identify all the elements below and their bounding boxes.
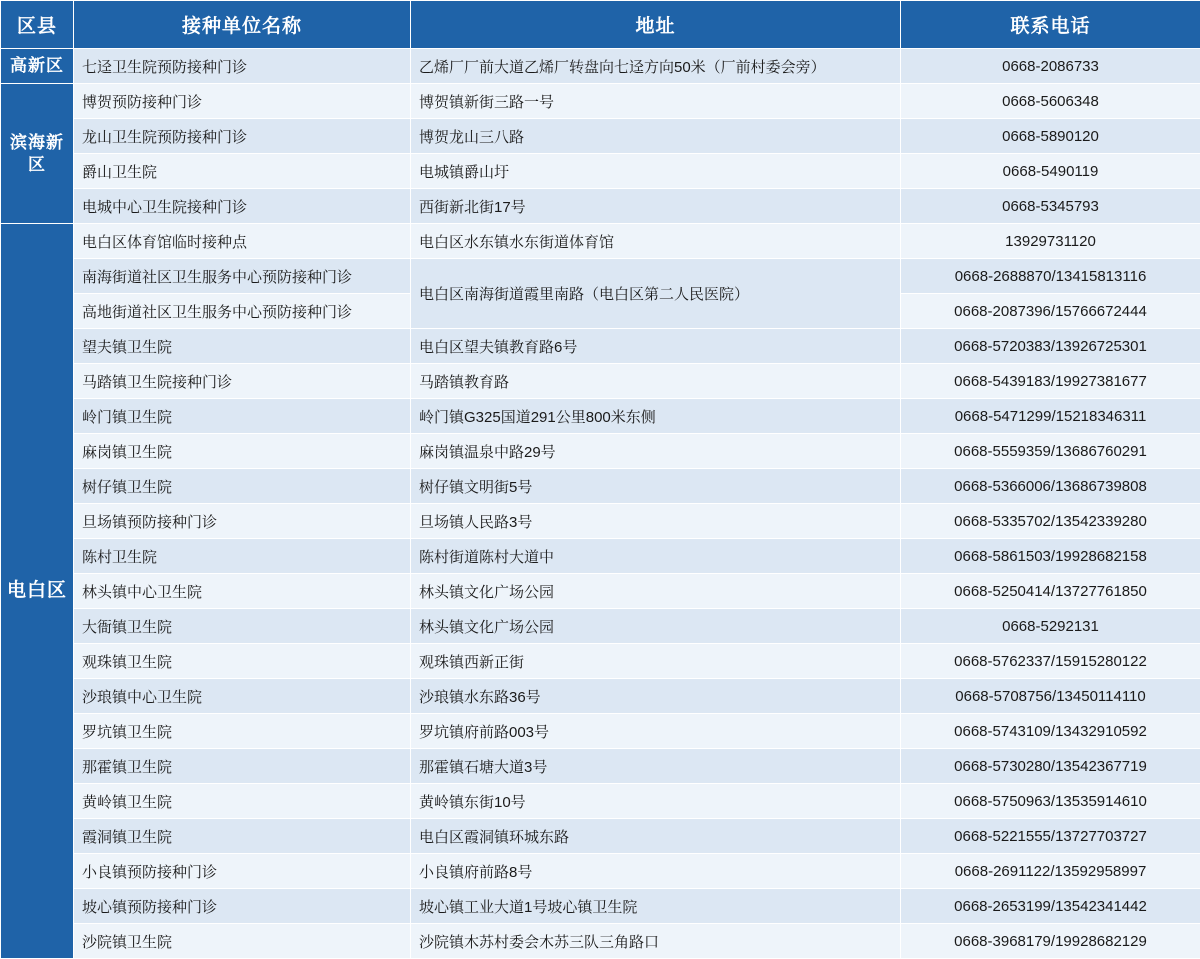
- phone-cell: 0668-5559359/13686760291: [901, 434, 1200, 469]
- address-cell: 博贺镇新街三路一号: [411, 84, 901, 119]
- table-header-row: [1, 1, 1200, 49]
- table-row: [1, 889, 1200, 924]
- table-row: [1, 119, 1200, 154]
- unit-name-cell: 电白区体育馆临时接种点: [74, 224, 411, 259]
- unit-name-cell: 七迳卫生院预防接种门诊: [74, 49, 411, 84]
- phone-cell: 0668-5221555/13727703727: [901, 819, 1200, 854]
- address-cell: 西街新北街17号: [411, 189, 901, 224]
- phone-cell: 0668-5861503/19928682158: [901, 539, 1200, 574]
- phone-cell: 0668-5743109/13432910592: [901, 714, 1200, 749]
- address-cell: 电城镇爵山圩: [411, 154, 901, 189]
- column-header-address: 地址: [411, 1, 901, 49]
- table-row: [1, 609, 1200, 644]
- table-row: [1, 749, 1200, 784]
- unit-name-cell: 罗坑镇卫生院: [74, 714, 411, 749]
- address-cell: 坡心镇工业大道1号坡心镇卫生院: [411, 889, 901, 924]
- table-row: [1, 644, 1200, 679]
- phone-cell: 0668-5471299/15218346311: [901, 399, 1200, 434]
- address-cell: 林头镇文化广场公园: [411, 609, 901, 644]
- unit-name-cell: 南海街道社区卫生服务中心预防接种门诊: [74, 259, 411, 294]
- phone-cell: 0668-5345793: [901, 189, 1200, 224]
- unit-name-cell: 树仔镇卫生院: [74, 469, 411, 504]
- phone-cell: 0668-2087396/15766672444: [901, 294, 1200, 329]
- phone-cell: 0668-5292131: [901, 609, 1200, 644]
- table-row: [1, 84, 1200, 119]
- table-row: [1, 679, 1200, 714]
- address-cell: 旦场镇人民路3号: [411, 504, 901, 539]
- address-cell: 沙院镇木苏村委会木苏三队三角路口: [411, 924, 901, 959]
- table-row: [1, 224, 1200, 259]
- phone-cell: 0668-5890120: [901, 119, 1200, 154]
- phone-cell: 0668-2688870/13415813116: [901, 259, 1200, 294]
- address-cell: 那霍镇石塘大道3号: [411, 749, 901, 784]
- unit-name-cell: 岭门镇卫生院: [74, 399, 411, 434]
- phone-cell: 0668-5366006/13686739808: [901, 469, 1200, 504]
- table-row: [1, 819, 1200, 854]
- address-cell: 岭门镇G325国道291公里800米东侧: [411, 399, 901, 434]
- column-header-phone: 联系电话: [901, 1, 1200, 49]
- table-row: [1, 259, 1200, 294]
- phone-cell: 0668-2691122/13592958997: [901, 854, 1200, 889]
- table-row: [1, 854, 1200, 889]
- unit-name-cell: 林头镇中心卫生院: [74, 574, 411, 609]
- unit-name-cell: 博贺预防接种门诊: [74, 84, 411, 119]
- unit-name-cell: 小良镇预防接种门诊: [74, 854, 411, 889]
- region-cell: 电白区: [1, 224, 74, 959]
- address-cell: 陈村街道陈村大道中: [411, 539, 901, 574]
- address-cell: 乙烯厂厂前大道乙烯厂转盘向七迳方向50米（厂前村委会旁）: [411, 49, 901, 84]
- unit-name-cell: 黄岭镇卫生院: [74, 784, 411, 819]
- unit-name-cell: 旦场镇预防接种门诊: [74, 504, 411, 539]
- unit-name-cell: 望夫镇卫生院: [74, 329, 411, 364]
- table-row: [1, 504, 1200, 539]
- unit-name-cell: 大衙镇卫生院: [74, 609, 411, 644]
- phone-cell: 0668-5708756/13450114110: [901, 679, 1200, 714]
- table-header: [1, 1, 1200, 49]
- phone-cell: 0668-3968179/19928682129: [901, 924, 1200, 959]
- unit-name-cell: 观珠镇卫生院: [74, 644, 411, 679]
- unit-name-cell: 电城中心卫生院接种门诊: [74, 189, 411, 224]
- address-cell: 观珠镇西新正街: [411, 644, 901, 679]
- phone-cell: 0668-5762337/15915280122: [901, 644, 1200, 679]
- unit-name-cell: 那霍镇卫生院: [74, 749, 411, 784]
- address-cell: 罗坑镇府前路003号: [411, 714, 901, 749]
- unit-name-cell: 坡心镇预防接种门诊: [74, 889, 411, 924]
- phone-cell: 13929731120: [901, 224, 1200, 259]
- phone-cell: 0668-2653199/13542341442: [901, 889, 1200, 924]
- address-cell: 电白区水东镇水东街道体育馆: [411, 224, 901, 259]
- region-cell: 高新区: [1, 49, 74, 84]
- table-row: [1, 539, 1200, 574]
- address-cell: 电白区望夫镇教育路6号: [411, 329, 901, 364]
- table-row: [1, 154, 1200, 189]
- phone-cell: 0668-5606348: [901, 84, 1200, 119]
- column-header-unit-name: 接种单位名称: [74, 1, 411, 49]
- phone-cell: 0668-5720383/13926725301: [901, 329, 1200, 364]
- column-header-region: 区县: [1, 1, 74, 49]
- unit-name-cell: 沙琅镇中心卫生院: [74, 679, 411, 714]
- phone-cell: 0668-2086733: [901, 49, 1200, 84]
- table-body: [1, 49, 1200, 959]
- phone-cell: 0668-5439183/19927381677: [901, 364, 1200, 399]
- address-cell: 电白区南海街道霞里南路（电白区第二人民医院）: [411, 259, 901, 329]
- table-row: [1, 469, 1200, 504]
- address-cell: 马踏镇教育路: [411, 364, 901, 399]
- table-row: [1, 399, 1200, 434]
- unit-name-cell: 高地街道社区卫生服务中心预防接种门诊: [74, 294, 411, 329]
- phone-cell: 0668-5750963/13535914610: [901, 784, 1200, 819]
- unit-name-cell: 马踏镇卫生院接种门诊: [74, 364, 411, 399]
- unit-name-cell: 沙院镇卫生院: [74, 924, 411, 959]
- address-cell: 小良镇府前路8号: [411, 854, 901, 889]
- phone-cell: 0668-5730280/13542367719: [901, 749, 1200, 784]
- table-row: [1, 189, 1200, 224]
- unit-name-cell: 爵山卫生院: [74, 154, 411, 189]
- unit-name-cell: 麻岗镇卫生院: [74, 434, 411, 469]
- unit-name-cell: 霞洞镇卫生院: [74, 819, 411, 854]
- table-row: [1, 574, 1200, 609]
- phone-cell: 0668-5335702/13542339280: [901, 504, 1200, 539]
- table-row: [1, 434, 1200, 469]
- address-cell: 林头镇文化广场公园: [411, 574, 901, 609]
- phone-cell: 0668-5250414/13727761850: [901, 574, 1200, 609]
- address-cell: 博贺龙山三八路: [411, 119, 901, 154]
- phone-cell: 0668-5490119: [901, 154, 1200, 189]
- table-row: [1, 714, 1200, 749]
- address-cell: 沙琅镇水东路36号: [411, 679, 901, 714]
- unit-name-cell: 龙山卫生院预防接种门诊: [74, 119, 411, 154]
- table-row: [1, 329, 1200, 364]
- table-row: [1, 924, 1200, 959]
- unit-name-cell: 陈村卫生院: [74, 539, 411, 574]
- table-row: [1, 49, 1200, 84]
- address-cell: 电白区霞洞镇环城东路: [411, 819, 901, 854]
- address-cell: 麻岗镇温泉中路29号: [411, 434, 901, 469]
- region-cell: 滨海新区: [1, 84, 74, 224]
- address-cell: 树仔镇文明街5号: [411, 469, 901, 504]
- table-row: [1, 784, 1200, 819]
- table-row: [1, 364, 1200, 399]
- address-cell: 黄岭镇东街10号: [411, 784, 901, 819]
